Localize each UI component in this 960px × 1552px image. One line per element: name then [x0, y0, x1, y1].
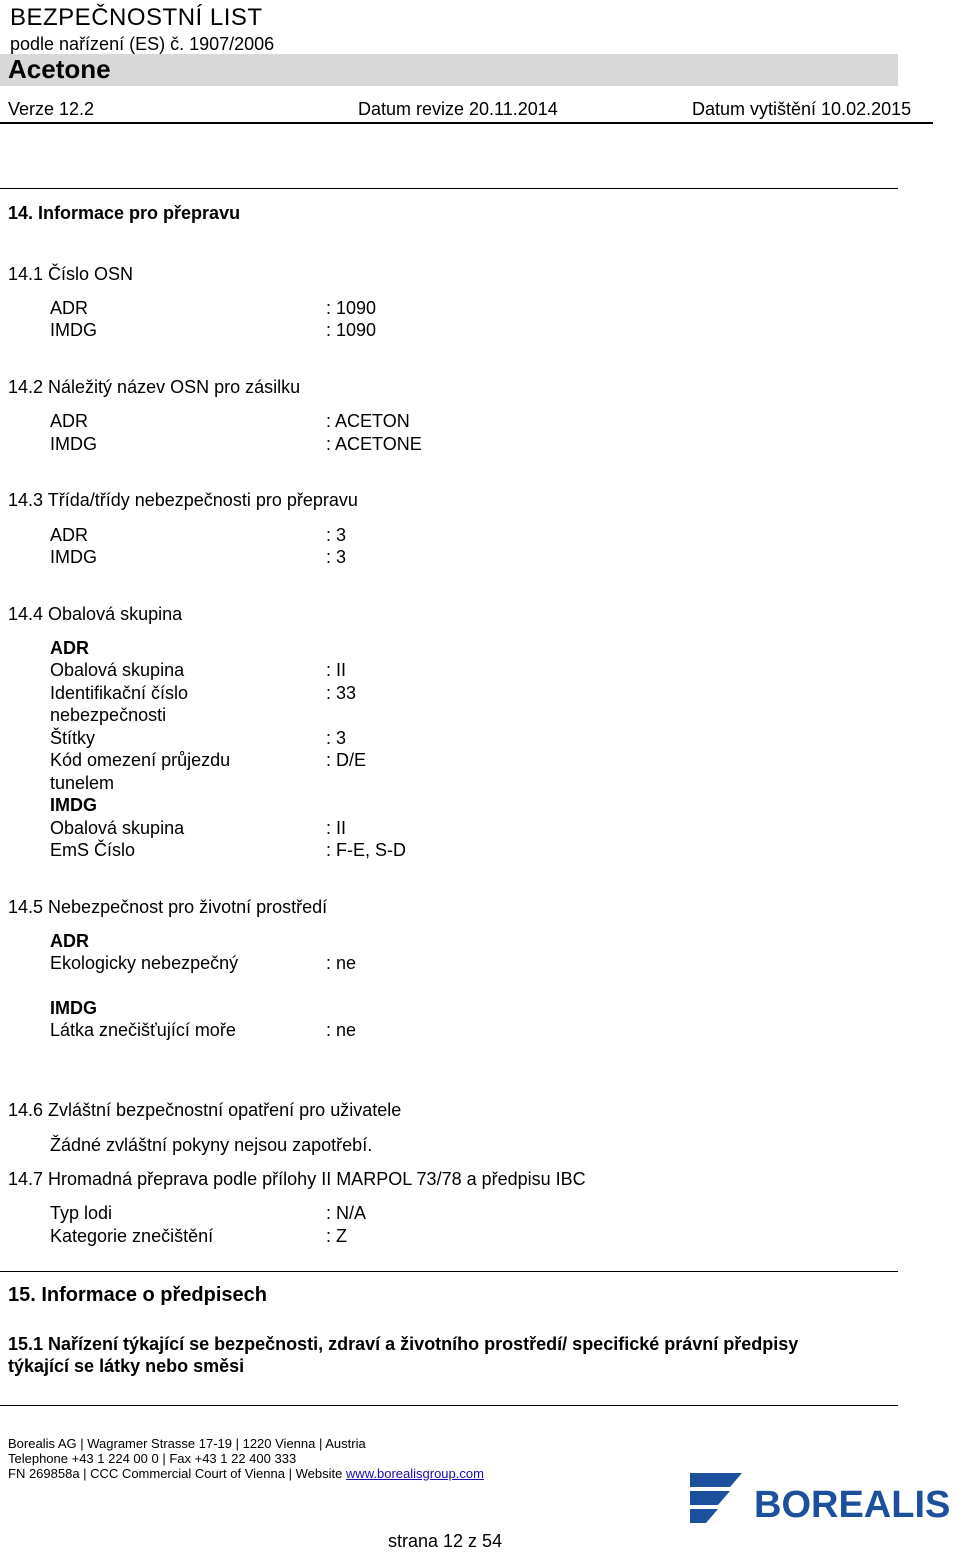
subsection-14-2-title: 14.2 Náležitý název OSN pro zásilku [8, 377, 301, 397]
row-label: Obalová skupina [50, 818, 185, 838]
row-value: : ACETONE [326, 434, 422, 454]
row-value: : 3 [326, 547, 347, 567]
product-name: Acetone [8, 54, 111, 84]
header-divider [0, 122, 933, 124]
adr-subheading: ADR [50, 638, 89, 658]
subsection-15-1-title: 15.1 Nařízení týkající se bezpečnosti, zdraví a životního prostředí/ specifické právní předpisy [8, 1334, 799, 1354]
row-label: Kategorie znečištění [50, 1226, 214, 1246]
logo-stripe [690, 1509, 718, 1523]
section-15-heading: 15. Informace o předpisech [8, 1284, 267, 1306]
section-divider [0, 188, 898, 189]
row-value: : 1090 [326, 298, 377, 318]
revision-date: Datum revize 20.11.2014 [358, 99, 558, 119]
subsection-15-1-title-continued: týkající se látky nebo směsi [8, 1356, 245, 1376]
adr-subheading: ADR [50, 931, 89, 951]
row-label: ADR [50, 411, 89, 431]
section-divider [0, 1271, 898, 1272]
row-label: IMDG [50, 547, 97, 567]
row-label: ADR [50, 298, 89, 318]
row-label: Identifikační číslo [50, 683, 189, 703]
regulation-reference: podle nařízení (ES) č. 1907/2006 [10, 34, 275, 54]
row-value: : ne [326, 953, 357, 973]
subsection-14-1-title: 14.1 Číslo OSN [8, 264, 134, 284]
row-value: : ne [326, 1020, 357, 1040]
version: Verze 12.2 [8, 99, 95, 119]
row-label: Látka znečišťující moře [50, 1020, 236, 1040]
row-value: : II [326, 818, 347, 838]
website-link[interactable]: www.borealisgroup.com [345, 1466, 484, 1481]
subsection-14-7-title: 14.7 Hromadná přeprava podle přílohy II MARPOL 73/78 a předpisu IBC [8, 1169, 586, 1189]
row-value: : N/A [326, 1203, 367, 1223]
row-label-continued: tunelem [50, 773, 115, 793]
subsection-14-6-title: 14.6 Zvláštní bezpečnostní opatření pro uživatele [8, 1100, 402, 1120]
row-value: : 33 [326, 683, 357, 703]
subsection-14-4-title: 14.4 Obalová skupina [8, 604, 183, 624]
row-value: : 3 [326, 728, 347, 748]
product-band [0, 54, 898, 86]
row-value: : 3 [326, 525, 347, 545]
subsection-14-5-title: 14.5 Nebezpečnost pro životní prostředí [8, 897, 328, 917]
row-value: : ACETON [326, 411, 410, 431]
row-label: Ekologicky nebezpečný [50, 953, 239, 973]
registration-text: FN 269858a | CCC Commercial Court of Vienna | Website [8, 1466, 346, 1481]
company-phone: Telephone +43 1 224 00 0 | Fax +43 1 22 400 333 [8, 1451, 297, 1466]
row-value: : 1090 [326, 320, 377, 340]
document-title: BEZPEČNOSTNÍ LIST [10, 4, 263, 31]
borealis-logo-graphic [690, 1473, 955, 1523]
row-label-continued: nebezpečnosti [50, 705, 167, 725]
row-label: Obalová skupina [50, 660, 185, 680]
row-label: IMDG [50, 320, 97, 340]
logo-wordmark: BOREALIS [754, 1484, 951, 1523]
page-number: strana 12 z 54 [388, 1531, 503, 1551]
company-registration [8, 1466, 484, 1481]
logo-stripe [690, 1491, 730, 1505]
row-value: : D/E [326, 750, 367, 770]
imdg-subheading: IMDG [50, 795, 97, 815]
borealis-logo [690, 1473, 955, 1523]
row-label: EmS Číslo [50, 840, 136, 860]
row-label: Štítky [50, 728, 96, 748]
imdg-subheading: IMDG [50, 998, 97, 1018]
row-label: Kód omezení průjezdu [50, 750, 231, 770]
row-label: ADR [50, 525, 89, 545]
footer-divider [0, 1405, 898, 1406]
row-value: : F-E, S-D [326, 840, 406, 860]
subsection-14-3-title: 14.3 Třída/třídy nebezpečnosti pro přepravu [8, 490, 358, 510]
row-value: : Z [326, 1226, 347, 1246]
company-address: Borealis AG | Wagramer Strasse 17-19 | 1220 Vienna | Austria [8, 1436, 366, 1451]
row-value: : II [326, 660, 347, 680]
paragraph-text: Žádné zvláštní pokyny nejsou zapotřebí. [50, 1135, 373, 1155]
logo-stripe [690, 1473, 742, 1487]
row-label: Typ lodi [50, 1203, 113, 1223]
row-label: IMDG [50, 434, 97, 454]
section-14-heading: 14. Informace pro přepravu [8, 203, 241, 223]
print-date: Datum vytištění 10.02.2015 [692, 99, 912, 119]
